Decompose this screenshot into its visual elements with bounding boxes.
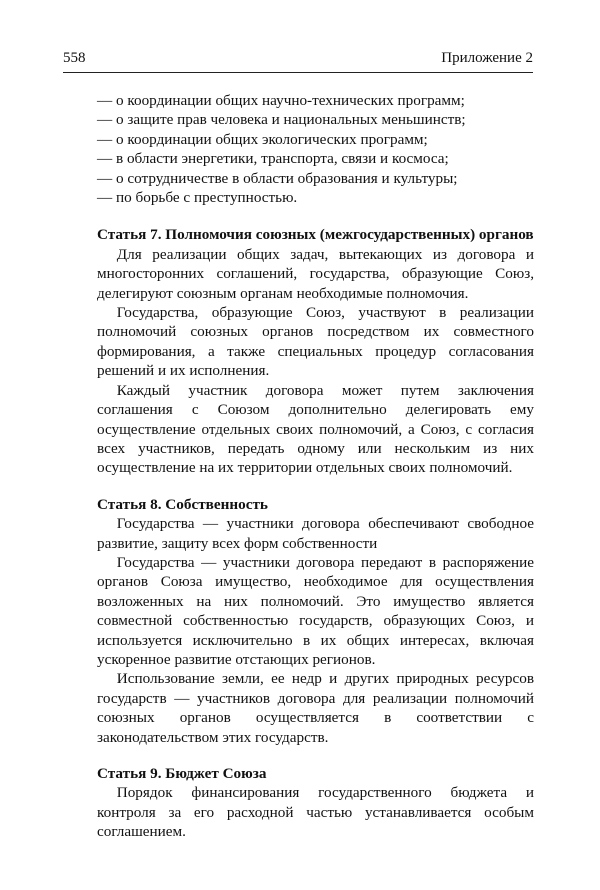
- paragraph: Государства — участники договора передают в распоряжение органов Союза имущество, необходимое для осуществления возложенных на них полномочий. Это имущество является совместной собственностью государств, образующих Союз, и используется исключительно в их общих интересах, включая ускоренное развитие отстающих регионов.: [97, 553, 534, 668]
- article-9: [97, 764, 534, 842]
- list-item: — в области энергетики, транспорта, связи и космоса;: [97, 150, 449, 168]
- paragraph: Государства, образующие Союз, участвуют в реализации полномочий союзных органов посредством их совместного формирования, а также специальных процедур согласования решений и их исполнения.: [97, 304, 534, 380]
- list-item: — о координации общих научно-технических программ;: [97, 92, 465, 109]
- paragraph: Использование земли, ее недр и других природных ресурсов государств — участников договора для реализации полномочий союзных органов осуществляется в соответствии с законодательством этих государств.: [97, 670, 534, 746]
- page-body: [97, 91, 534, 842]
- article-8-heading: Статья 8. Собственность: [97, 495, 268, 513]
- running-title: Приложение 2: [441, 50, 533, 66]
- list-item: — о сотрудничестве в области образования и культуры;: [97, 169, 458, 187]
- article-9-heading: Статья 9. Бюджет Союза: [97, 765, 267, 782]
- article-7-heading: Статья 7. Полномочия союзных (межгосударственных) органов: [97, 226, 534, 244]
- page-number: 558: [63, 50, 86, 66]
- article-7: [97, 225, 534, 477]
- list-item: — о защите прав человека и национальных меньшинств;: [97, 111, 466, 129]
- article-8: [97, 495, 534, 747]
- page-header: [63, 48, 533, 73]
- paragraph: Порядок финансирования государственного бюджета и контроля за его расходной частью устанавливается особым соглашением.: [97, 784, 534, 841]
- agreement-list: [97, 91, 534, 207]
- list-item: — о координации общих экологических программ;: [97, 130, 428, 148]
- paragraph: Каждый участник договора может путем заключения соглашения с Союзом дополнительно делегировать ему осуществление отдельных своих полномочий, а Союз, с согласия всех участников, передать одному или нескольким из них осуществление на их территории отдельных своих полномочий.: [97, 381, 534, 477]
- paragraph: Для реализации общих задач, вытекающих из договора и многосторонних соглашений, государства, образующие Союз, делегируют союзным органам необходимые полномочия.: [97, 245, 534, 302]
- list-item: — по борьбе с преступностью.: [97, 189, 298, 207]
- paragraph: Государства — участники договора обеспечивают свободное развитие, защиту всех форм собственности: [97, 515, 534, 552]
